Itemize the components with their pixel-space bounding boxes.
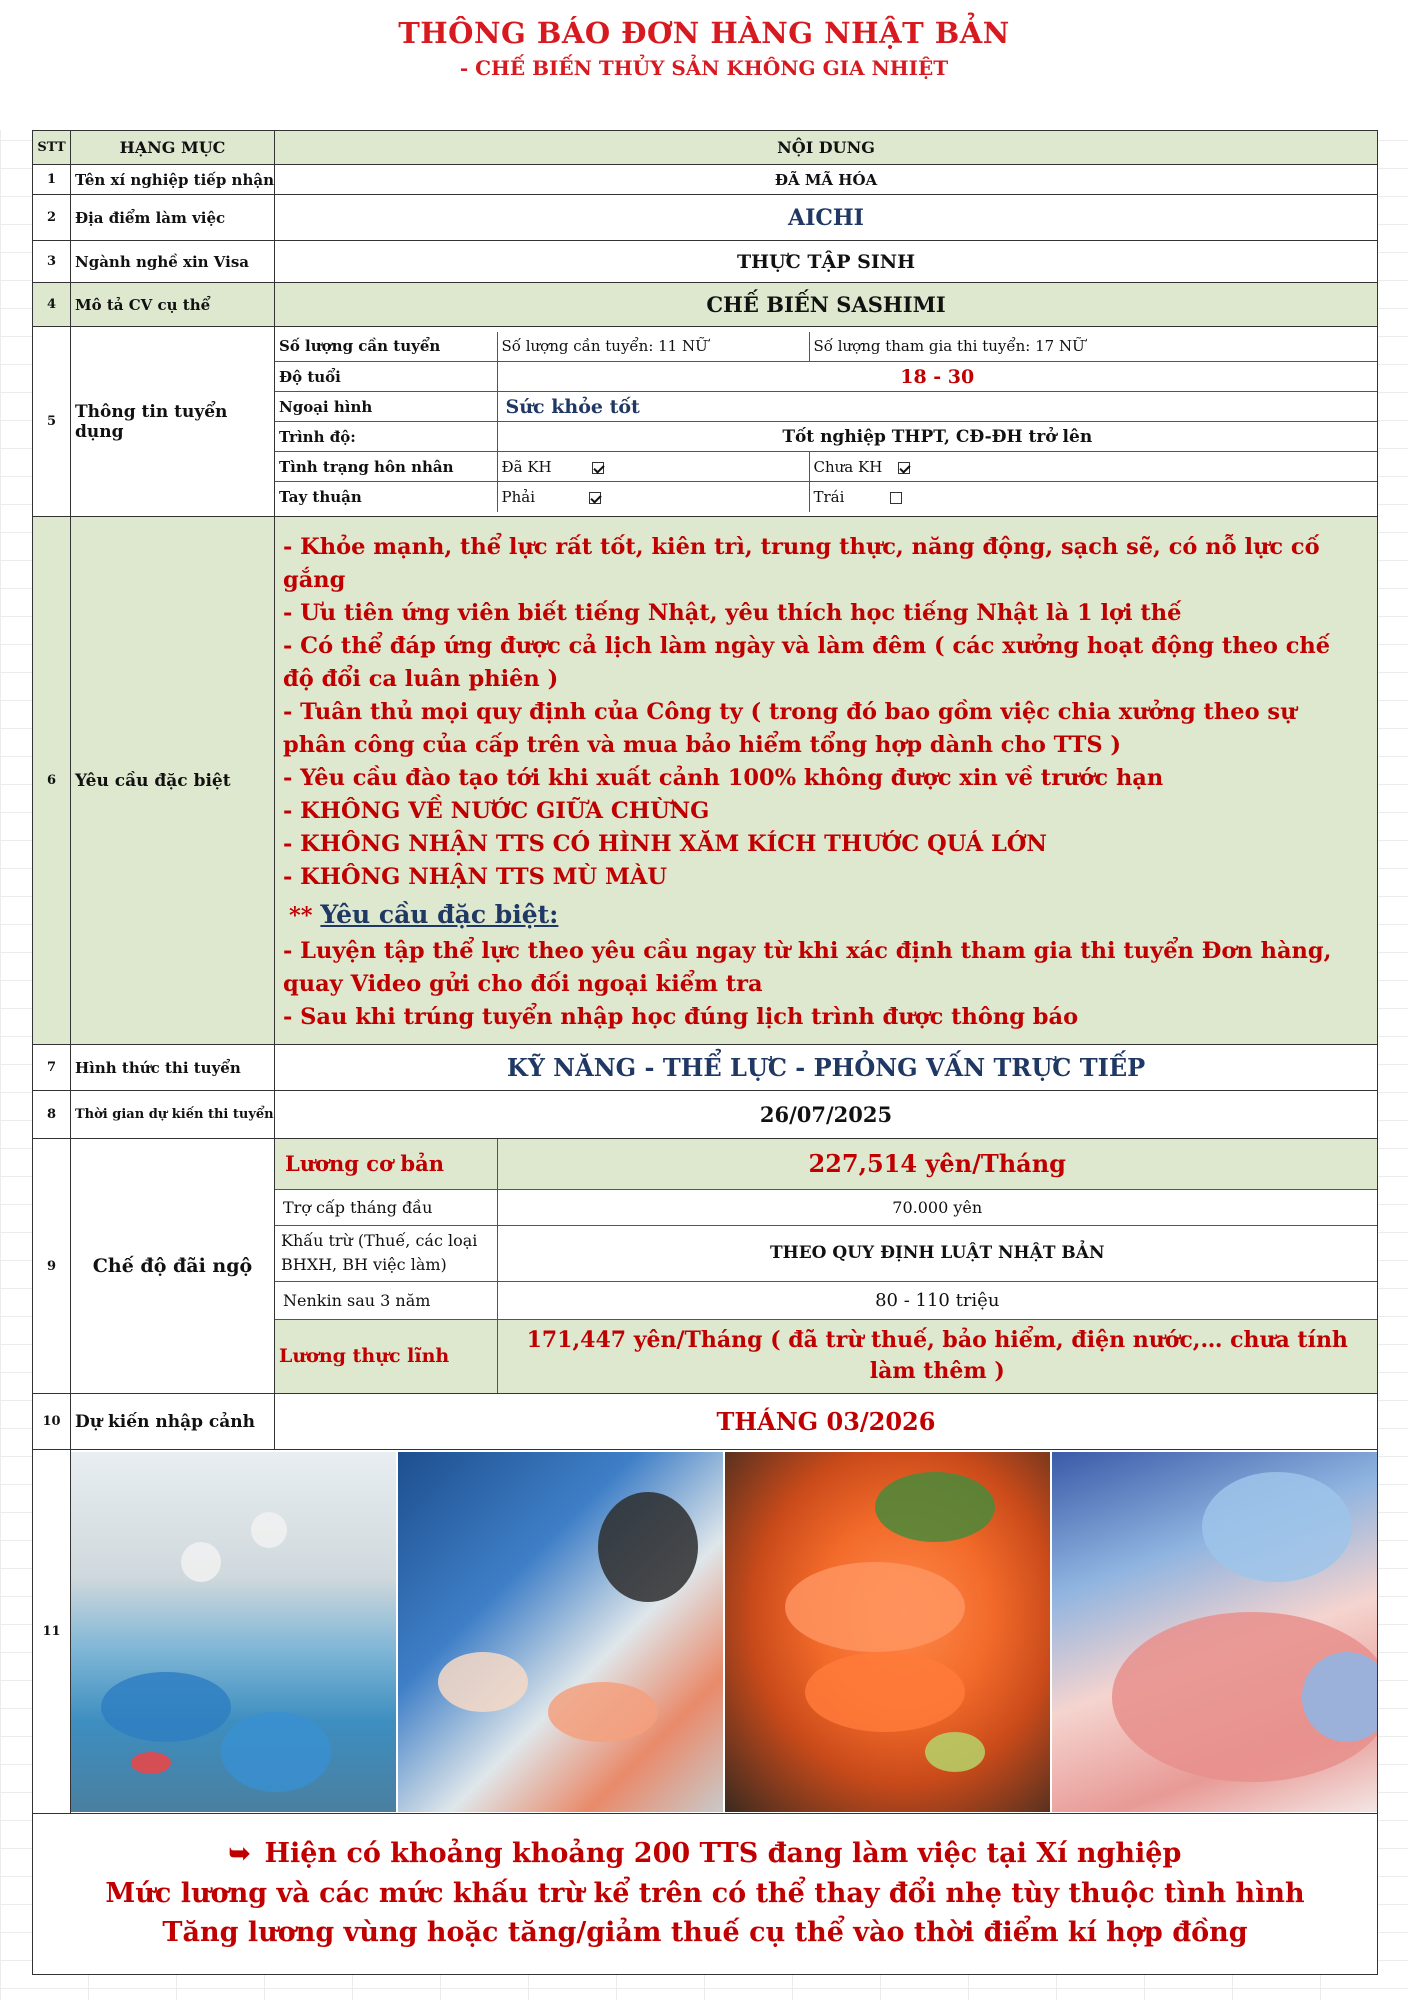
- education-value: Tốt nghiệp THPT, CĐ-ĐH trở lên: [497, 422, 1377, 452]
- left-hand-label: Trái: [813, 487, 845, 506]
- requirement-line: - KHÔNG NHẬN TTS MÙ MÀU: [283, 864, 667, 890]
- table-row-benefits: [33, 1139, 1378, 1394]
- table-row: [33, 283, 1378, 327]
- row-label: Yêu cầu đặc biệt: [71, 517, 275, 1045]
- married-label: Đã KH: [501, 457, 552, 476]
- table-row-recruitment: [33, 327, 1378, 517]
- net-salary-label: Lương thực lĩnh: [275, 1319, 497, 1393]
- row-label: Chế độ đãi ngộ: [71, 1139, 275, 1394]
- left-hand-option: [809, 482, 1377, 512]
- education-label: Trình độ:: [275, 422, 497, 452]
- salmon-sashimi-image: [725, 1452, 1052, 1812]
- married-checkbox-icon[interactable]: [592, 462, 604, 474]
- row-number: 2: [33, 195, 71, 241]
- footer-line-3: Tăng lương vùng hoặc tăng/giảm thuế cụ thể vào thời điểm kí hợp đồng: [162, 1917, 1248, 1948]
- table-row: [33, 241, 1378, 283]
- row-label: Dự kiến nhập cảnh: [71, 1394, 275, 1450]
- table-row: [33, 1091, 1378, 1139]
- deduction-value: THEO QUY ĐỊNH LUẬT NHẬT BẢN: [497, 1225, 1377, 1281]
- requirement-line: - KHÔNG VỀ NƯỚC GIỮA CHỪNG: [283, 798, 710, 824]
- recruitment-details: [275, 327, 1378, 517]
- nenkin-label: Nenkin sau 3 năm: [275, 1281, 497, 1319]
- requirement-line: - Ưu tiên ứng viên biết tiếng Nhật, yêu thích học tiếng Nhật là 1 lợi thế: [283, 600, 1182, 626]
- net-salary-value: 171,447 yên/Tháng ( đã trừ thuế, bảo hiểm, điện nước,… chưa tính làm thêm ): [497, 1319, 1377, 1393]
- footer-row: [33, 1814, 1378, 1975]
- special-heading: Yêu cầu đặc biệt:: [320, 900, 559, 929]
- row-number: 1: [33, 165, 71, 195]
- fish-processing-image: [398, 1452, 725, 1812]
- row-number: 11: [33, 1450, 71, 1814]
- company-value: ĐÃ MÃ HÓA: [275, 165, 1378, 195]
- single-label: Chưa KH: [813, 457, 883, 476]
- marital-label: Tình trạng hôn nhân: [275, 452, 497, 482]
- row-label: Hình thức thi tuyển: [71, 1045, 275, 1091]
- header-content: NỘI DUNG: [275, 131, 1378, 165]
- table-row: [33, 165, 1378, 195]
- special-line: - Sau khi trúng tuyển nhập học đúng lịch trình được thông báo: [283, 1004, 1079, 1030]
- row-number: 8: [33, 1091, 71, 1139]
- footer-notes: [33, 1814, 1378, 1975]
- row-label: Địa điểm làm việc: [71, 195, 275, 241]
- deduction-label: Khấu trừ (Thuế, các loại BHXH, BH việc làm): [275, 1225, 497, 1281]
- row-number: 4: [33, 283, 71, 327]
- row-label: Mô tả CV cụ thể: [71, 283, 275, 327]
- exam-method-value: KỸ NĂNG - THỂ LỰC - PHỎNG VẤN TRỰC TIẾP: [275, 1045, 1378, 1091]
- hand-label: Tay thuận: [275, 482, 497, 512]
- quantity-needed: Số lượng cần tuyển: 11 NỮ: [497, 332, 809, 362]
- benefits-details: [275, 1139, 1378, 1394]
- appearance-value: Sức khỏe tốt: [497, 392, 1377, 422]
- requirement-line: - Yêu cầu đào tạo tới khi xuất cảnh 100% không được xin về trước hạn: [283, 765, 1164, 791]
- table-header-row: [33, 131, 1378, 165]
- base-salary-label: Lương cơ bản: [275, 1139, 497, 1189]
- requirement-line: - Khỏe mạnh, thể lực rất tốt, kiên trì, trung thực, năng động, sạch sẽ, có nỗ lực cố gắng: [283, 534, 1320, 593]
- age-label: Độ tuổi: [275, 362, 497, 392]
- right-hand-option: [497, 482, 809, 512]
- exam-date-value: 26/07/2025: [275, 1091, 1378, 1139]
- table-row: [33, 195, 1378, 241]
- allowance-value: 70.000 yên: [497, 1189, 1377, 1225]
- single-checkbox-icon[interactable]: [898, 462, 910, 474]
- footer-text-1: Hiện có khoảng khoảng 200 TTS đang làm việc tại Xí nghiệp: [264, 1838, 1182, 1869]
- requirement-line: - Có thể đáp ứng được cả lịch làm ngày và làm đêm ( các xưởng hoạt động theo chế độ đổi ca luân phiên ): [283, 633, 1331, 692]
- nenkin-value: 80 - 110 triệu: [497, 1281, 1377, 1319]
- order-table: [32, 130, 1378, 1975]
- row-label: Tên xí nghiệp tiếp nhận: [71, 165, 275, 195]
- photo-strip: [71, 1450, 1378, 1814]
- special-stars: **: [289, 903, 313, 929]
- base-salary-value: 227,514 yên/Tháng: [497, 1139, 1377, 1189]
- arrow-icon: ➥: [228, 1839, 251, 1869]
- married-option: [497, 452, 809, 482]
- table-row: [33, 1045, 1378, 1091]
- table-row-photos: [33, 1450, 1378, 1814]
- row-label: Ngành nghề xin Visa: [71, 241, 275, 283]
- row-label: Thông tin tuyển dụng: [71, 327, 275, 517]
- header-category: HẠNG MỤC: [71, 131, 275, 165]
- allowance-label: Trợ cấp tháng đầu: [275, 1189, 497, 1225]
- appearance-label: Ngoại hình: [275, 392, 497, 422]
- header: [0, 0, 1408, 130]
- quantity-exam: Số lượng tham gia thi tuyển: 17 NỮ: [809, 332, 1377, 362]
- location-value: AICHI: [275, 195, 1378, 241]
- row-number: 10: [33, 1394, 71, 1450]
- special-requirements: [275, 517, 1378, 1045]
- special-line: - Luyện tập thể lực theo yêu cầu ngay từ khi xác định tham gia thi tuyển Đơn hàng, quay Video gửi cho đối ngoại kiểm tra: [283, 938, 1332, 997]
- footer-line-2: Mức lương và các mức khấu trừ kể trên có thể thay đổi nhẹ tùy thuộc tình hình: [105, 1878, 1305, 1909]
- age-value: 18 - 30: [497, 362, 1377, 392]
- single-option: [809, 452, 1377, 482]
- right-hand-checkbox-icon[interactable]: [589, 492, 601, 504]
- quantity-label: Số lượng cần tuyển: [275, 332, 497, 362]
- special-heading-row: [289, 898, 1367, 933]
- header-stt: STT: [33, 131, 71, 165]
- row-label: Thời gian dự kiến thi tuyển: [71, 1091, 275, 1139]
- page-title: THÔNG BÁO ĐƠN HÀNG NHẬT BẢN: [398, 16, 1010, 50]
- table-row-special-requirements: [33, 517, 1378, 1045]
- right-hand-label: Phải: [501, 487, 535, 506]
- requirement-line: - KHÔNG NHẬN TTS CÓ HÌNH XĂM KÍCH THƯỚC QUÁ LỚN: [283, 831, 1047, 857]
- tuna-cutting-image: [1052, 1452, 1377, 1812]
- entry-date-value: THÁNG 03/2026: [275, 1394, 1378, 1450]
- row-number: 7: [33, 1045, 71, 1091]
- page-subtitle: - CHẾ BIẾN THỦY SẢN KHÔNG GIA NHIỆT: [459, 56, 949, 80]
- row-number: 9: [33, 1139, 71, 1394]
- footer-line-1: [43, 1834, 1367, 1874]
- table-row: [33, 1394, 1378, 1450]
- visa-value: THỰC TẬP SINH: [275, 241, 1378, 283]
- left-hand-checkbox-icon[interactable]: [890, 492, 902, 504]
- row-number: 5: [33, 327, 71, 517]
- job-description-value: CHẾ BIẾN SASHIMI: [275, 283, 1378, 327]
- requirement-line: - Tuân thủ mọi quy định của Công ty ( trong đó bao gồm việc chia xưởng theo sự phân công của cấp trên và mua bảo hiểm tổng hợp dành cho TTS ): [283, 699, 1297, 758]
- row-number: 3: [33, 241, 71, 283]
- factory-workers-image: [71, 1452, 398, 1812]
- row-number: 6: [33, 517, 71, 1045]
